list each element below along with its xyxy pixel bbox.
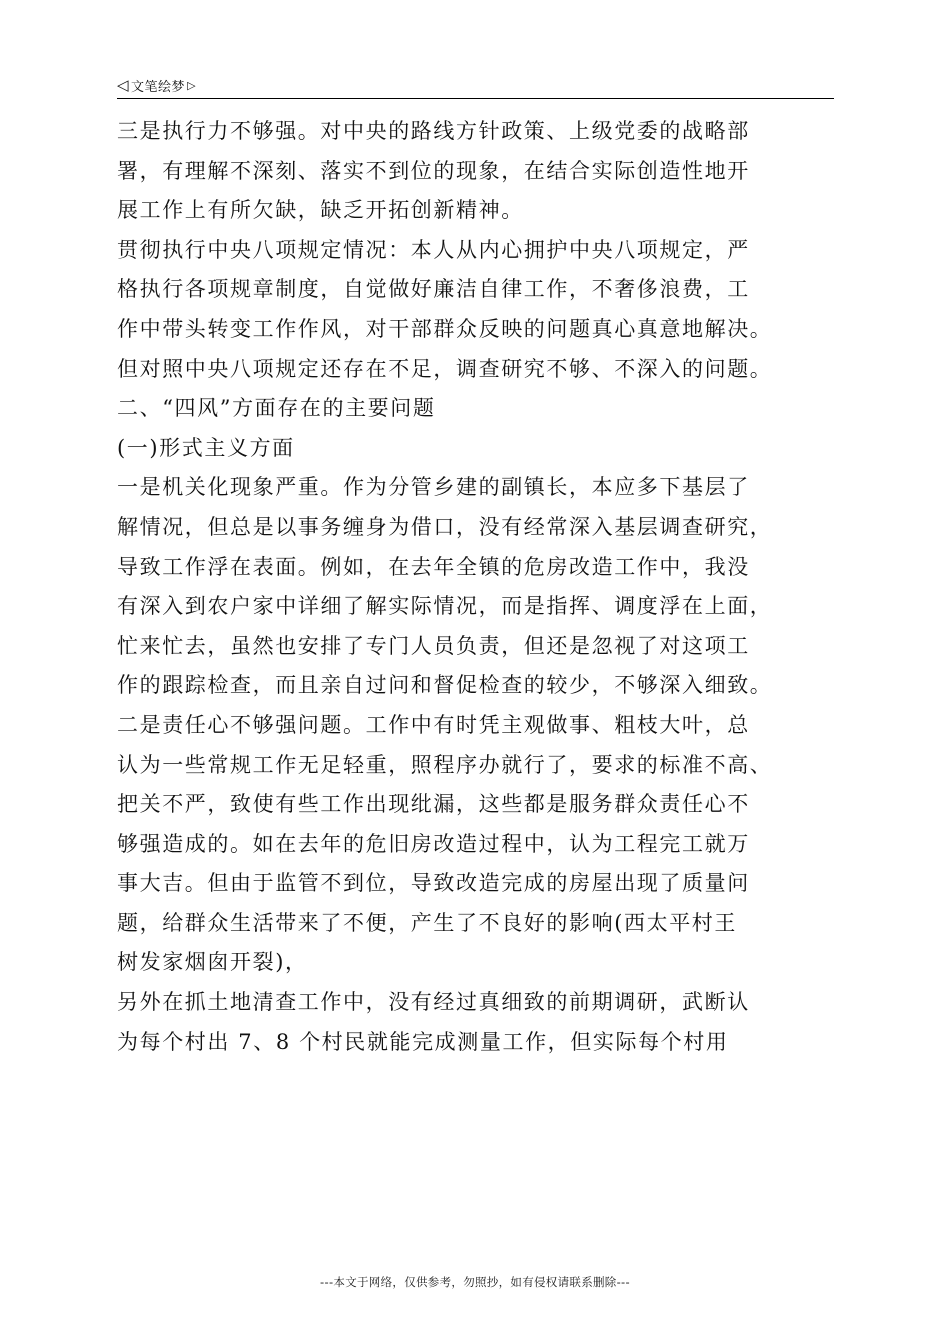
text-line: 解情况，但总是以事务缠身为借口，没有经常深入基层调查研究，	[117, 514, 773, 539]
text-line: 有深入到农户家中详细了解实际情况，而是指挥、调度浮在上面，	[117, 594, 773, 619]
text-line: 二是责任心不够强问题。工作中有时凭主观做事、粗枝大叶，总	[117, 712, 750, 737]
text-line: (一)形式主义方面	[117, 435, 295, 460]
header-title: 文笔绘梦	[131, 80, 186, 95]
page-footer: ---本文于网络，仅供参考，勿照抄，如有侵权请联系删除---	[320, 1275, 630, 1289]
text-line: 树发家烟囱开裂)，	[117, 950, 308, 975]
text-line: 一是机关化现象严重。作为分管乡建的副镇长，本应多下基层了	[117, 475, 750, 500]
text-line: 三是执行力不够强。对中央的路线方针政策、上级党委的战略部	[117, 119, 750, 143]
text-line: 作中带头转变工作作风，对干部群众反映的问题真心真意地解决。	[117, 316, 773, 341]
text-line: 事大吉。但由于监管不到位，导致改造完成的房屋出现了质量问	[117, 871, 750, 896]
left-triangle-icon: ◁	[117, 76, 130, 94]
text-line: 署，有理解不深刻、落实不到位的现象，在结合实际创造性地开	[117, 158, 750, 183]
text-line: 认为一些常规工作无足轻重，照程序办就行了，要求的标准不高、	[117, 752, 773, 777]
right-triangle-icon: ▷	[187, 79, 197, 92]
header-divider	[117, 98, 834, 99]
text-line: 作的跟踪检查，而且亲自过问和督促检查的较少，不够深入细致。	[117, 673, 773, 698]
text-line: 忙来忙去，虽然也安排了专门人员负责，但还是忽视了对这项工	[117, 633, 750, 658]
text-line: 贯彻执行中央八项规定情况：本人从内心拥护中央八项规定，严	[117, 237, 750, 262]
text-line: 二、“四风”方面存在的主要问题	[117, 396, 436, 421]
text-line: 导致工作浮在表面。例如，在去年全镇的危房改造工作中，我没	[117, 554, 750, 579]
text-line: 题，给群众生活带来了不便，产生了不良好的影响(西太平村王	[117, 910, 737, 935]
text-line: 为每个村出 7、8 个村民就能完成测量工作，但实际每个村用	[117, 1029, 729, 1054]
document-body	[117, 112, 837, 1062]
text-line: 另外在抓土地清查工作中，没有经过真细致的前期调研，武断认	[117, 990, 750, 1015]
text-line: 但对照中央八项规定还存在不足，调查研究不够、不深入的问题。	[117, 356, 773, 381]
text-line: 格执行各项规章制度，自觉做好廉洁自律工作，不奢侈浪费，工	[117, 277, 750, 302]
text-line: 展工作上有所欠缺，缺乏开拓创新精神。	[117, 198, 524, 223]
page-header	[117, 76, 196, 95]
text-line: 够强造成的。如在去年的危旧房改造过程中，认为工程完工就万	[117, 831, 750, 856]
text-line: 把关不严，致使有些工作出现纰漏，这些都是服务群众责任心不	[117, 792, 750, 817]
